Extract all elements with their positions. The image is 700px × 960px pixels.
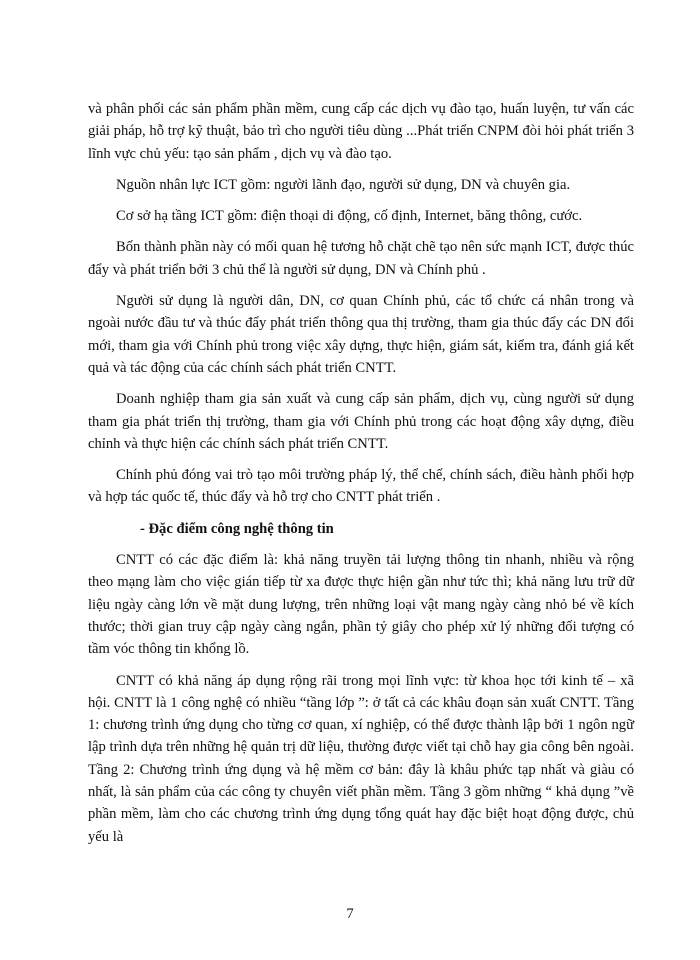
paragraph-ict-infrastructure: Cơ sở hạ tầng ICT gồm: điện thoại di động, cố định, Internet, băng thông, cước. — [116, 208, 583, 225]
paragraph-it-features: CNTT có các đặc điểm là: khả năng truyền tải lượng thông tin nhanh, nhiều và rộng theo mạng làm cho việc gián tiếp từ xa được thực hiện gần như tức thì; khả năng lưu trữ dữ liệu ngày càng lớn về mặt dung lượng, trên những loại vật mang ngày càng nhỏ bé về kích thước; thời gian truy cập ngày càng ngắn, phần tỷ giây cho phép xử lý những đối tượng có tầm vóc thông tin khổng lồ. — [88, 552, 634, 658]
document-page — [88, 98, 634, 857]
paragraph-users: Người sử dụng là người dân, DN, cơ quan Chính phủ, các tổ chức cá nhân trong và ngoài nước đầu tư và thúc đẩy phát triển thông qua thị trường, tham gia thúc đẩy các DN đổi mới, tham gia với Chính phủ trong việc xây dựng, thực hiện, giám sát, kiểm tra, đánh giá kết quả và tác động của các chính sách phát triển CNTT. — [88, 293, 634, 376]
section-heading-it-characteristics: - Đặc điểm công nghệ thông tin — [140, 520, 334, 537]
paragraph-government: Chính phủ đóng vai trò tạo môi trường pháp lý, thể chế, chính sách, điều hành phối hợp và hợp tác quốc tế, thúc đẩy và hỗ trợ cho CNTT phát triển . — [88, 467, 634, 506]
paragraph-ict-human-resources: Nguồn nhân lực ICT gồm: người lãnh đạo, người sử dụng, DN và chuyên gia. — [116, 176, 571, 193]
paragraph-four-components: Bốn thành phần này có mối quan hệ tương hỗ chặt chẽ tạo nên sức mạnh ICT, được thúc đẩy và phát triển bởi 3 chủ thể là người sử dụng, DN và Chính phủ . — [88, 239, 634, 278]
paragraph-enterprises: Doanh nghiệp tham gia sản xuất và cung cấp sản phẩm, dịch vụ, cùng người sử dụng tham gia phát triển thị trường, tham gia với Chính phủ trong các hoạt động xây dựng, điều chỉnh và thực hiện các chính sách phát triển CNTT. — [88, 391, 634, 452]
paragraph-it-layers: CNTT có khả năng áp dụng rộng rãi trong mọi lĩnh vực: từ khoa học tới kinh tế – xã hội. CNTT là 1 công nghệ có nhiều “tầng lớp ”: ở tất cả các khâu đoạn sản xuất CNTT. Tầng 1: chương trình ứng dụng cho từng cơ quan, xí nghiệp, có thể được thành lập bởi 1 ngôn ngữ lập trình dựa trên những hệ quản trị dữ liệu, thường được viết tại chỗ hay gia công bên ngoài. Tầng 2: Chương trình ứng dụng và hệ mềm cơ bản: đây là khâu phức tạp nhất và giàu có nhất, là sản phẩm của các công ty chuyên viết phần mềm. Tầng 3 gồm những “ khả dụng ”về phần mềm, làm cho các chương trình ứng dụng tổng quát hay đặc biệt hoạt động được, chủ yếu là — [88, 672, 634, 845]
page-number: 7 — [346, 906, 354, 922]
paragraph-software-development: và phân phối các sản phẩm phần mềm, cung cấp các dịch vụ đào tạo, huấn luyện, tư vấn các giải pháp, hỗ trợ kỹ thuật, bảo trì cho người tiêu dùng ...Phát triển CNPM đòi hỏi phát triển 3 lĩnh vực chủ yếu: tạo sản phẩm , dịch vụ và đào tạo. — [88, 101, 634, 162]
